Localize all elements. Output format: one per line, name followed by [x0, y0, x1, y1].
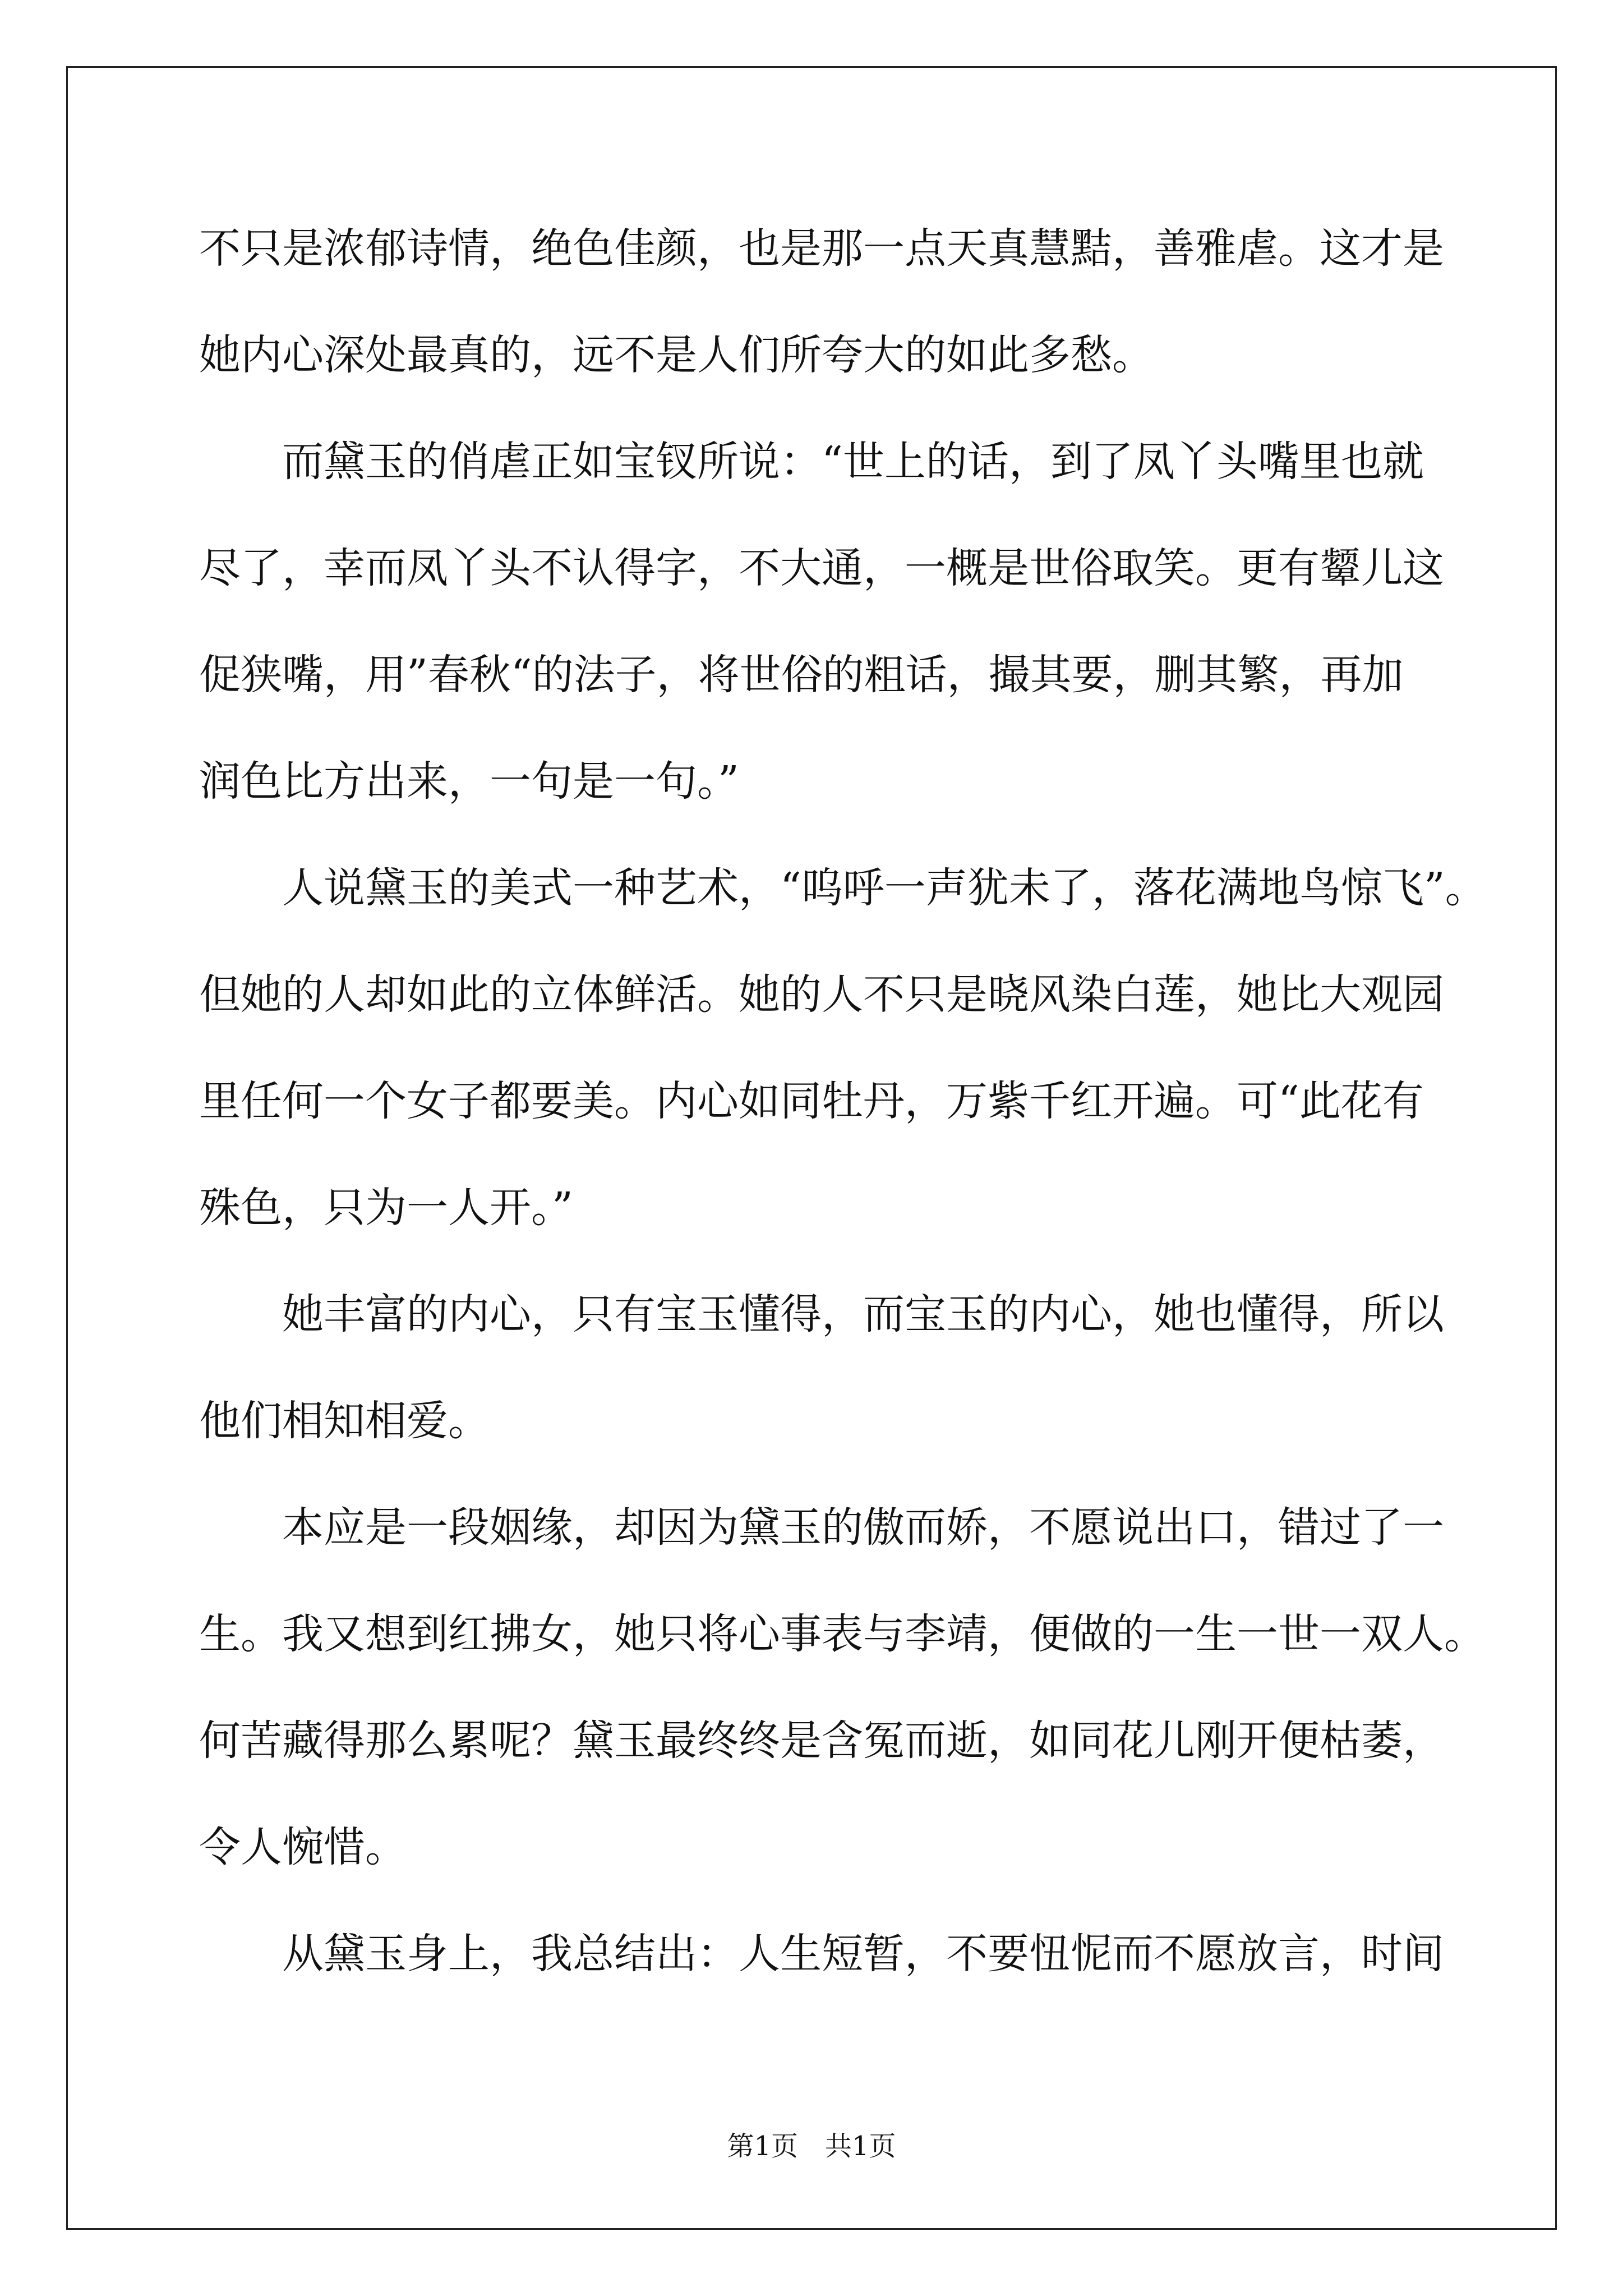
text-line-13: 本应是一段姻缘，却因为黛玉的傲而娇，不愿说出口，错过了一	[199, 1503, 1444, 1552]
text-line-4: 尽了，幸而凤丫头不认得字，不大通，一概是世俗取笑。更有颦儿这	[199, 544, 1444, 592]
text-line-6: 润色比方出来，一句是一句。”	[199, 757, 739, 806]
page-number: 第1页	[727, 2131, 798, 2162]
page-border	[66, 66, 1557, 2230]
text-line-9: 里任何一个女子都要美。内心如同牡丹，万紫千红开遍。可“此花有	[199, 1077, 1424, 1125]
text-line-11: 她丰富的内心，只有宝玉懂得，而宝玉的内心，她也懂得，所以	[199, 1290, 1444, 1338]
text-line-14: 生。我又想到红拂女，她只将心事表与李靖，便做的一生一世一双人。	[199, 1610, 1486, 1658]
text-line-15: 何苦藏得那么累呢？黛玉最终终是含冤而逝，如同花儿刚开便枯萎，	[199, 1717, 1444, 1765]
text-line-1: 不只是浓郁诗情，绝色佳颜，也是那一点天真慧黠，善雅虐。这才是	[199, 224, 1444, 273]
text-line-5: 促狭嘴，用”春秋“的法子，将世俗的粗话，撮其要，删其繁，再加	[199, 651, 1404, 699]
text-line-12: 他们相知相爱。	[199, 1397, 490, 1445]
page-total: 共1页	[825, 2131, 896, 2162]
text-line-3: 而黛玉的俏虐正如宝钗所说：“世上的话，到了凤丫头嘴里也就	[199, 438, 1424, 486]
page-footer	[0, 2129, 1623, 2163]
text-line-2: 她内心深处最真的，远不是人们所夸大的如此多愁。	[199, 331, 1154, 379]
text-line-7: 人说黛玉的美式一种艺术，“呜呼一声犹未了，落花满地鸟惊飞”。	[199, 864, 1487, 912]
text-line-10: 殊色，只为一人开。”	[199, 1184, 573, 1232]
text-line-16: 令人惋惜。	[199, 1823, 407, 1871]
text-line-17: 从黛玉身上，我总结出：人生短暂，不要忸怩而不愿放言，时间	[199, 1930, 1444, 1978]
text-line-8: 但她的人却如此的立体鲜活。她的人不只是晓风染白莲，她比大观园	[199, 970, 1444, 1019]
